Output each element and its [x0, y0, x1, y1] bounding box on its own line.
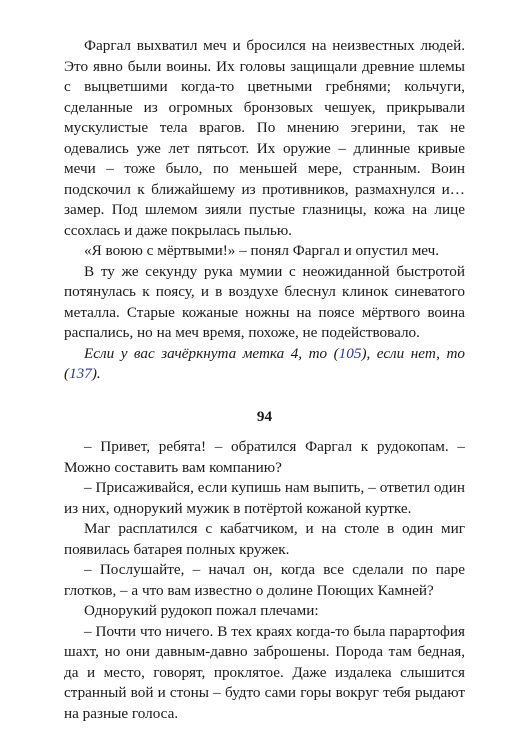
- paragraph-realization: «Я воюю с мёртвыми!» – понял Фаргал и опустил меч.: [84, 242, 440, 259]
- section-link-137[interactable]: 137: [69, 365, 92, 382]
- section-link-105[interactable]: 105: [338, 344, 362, 362]
- paragraph-answer: – Почти что ничего. В тех краях когда-то была парартофия шахт, но они давным-давно заброшены. Порода там бедная, да и место, говорят, проклятое. Даже издалека слышится странный вой и стоны – будто сами горы вокруг тебя рыдают на разные голоса.: [64, 622, 465, 722]
- paragraph-mummy: В ту же секунду рука мумии с неожиданной быстротой потянулась к поясу, и в воздухе блеснул клинок синеватого металла. Старые кожаные ножны на поясе мёртвого воина распались, но на меч время, похоже, не подействовало.: [64, 262, 465, 341]
- paragraph-mugs: Маг расплатился с кабатчиком, и на столе в один миг появилась батарея полных кружек.: [64, 520, 465, 558]
- paragraph-reply: – Присаживайся, если купишь нам выпить, – ответил один из них, однорукий мужик в потёртой кожаной куртке.: [64, 479, 465, 517]
- section-number: 94: [256, 407, 273, 425]
- choice-text-before: Если у вас зачёркнута метка 4, то (: [84, 344, 339, 362]
- paragraph-fight: Фаргал выхватил меч и бросился на неизвестных людей. Это явно были воины. Их головы защищали древние шлемы с выцветшими когда-то цветными гребнями; кольчуги, сделанные из огромных бронзовых чешуек, прикрывали мускулистые тела врагов. По мнению эгерини, так не одевались уже лет пятьсот. Их оружие – длинные кривые мечи – тоже было, по меньшей мере, странным. Воин подскочил к ближайшему из противников, размахнулся и… замер. Под шлемом зияли пустые глазницы, кожа на лице ссохлась и даже покрылась пылью.: [64, 37, 465, 239]
- choice-text-after: ).: [91, 365, 101, 382]
- choice-instruction: [64, 344, 465, 385]
- paragraph-question: – Послушайте, – начал он, когда все сделали по паре глотков, – а что вам известно о долине Поющих Камней?: [64, 561, 465, 599]
- paragraph-shrug: Однорукий рудокоп пожал плечами:: [84, 602, 319, 619]
- paragraph-greeting: – Привет, ребята! – обратился Фаргал к рудокопам. – Можно составить вам компанию?: [64, 438, 465, 476]
- choice-text-middle: ), если нет, то (: [64, 344, 466, 382]
